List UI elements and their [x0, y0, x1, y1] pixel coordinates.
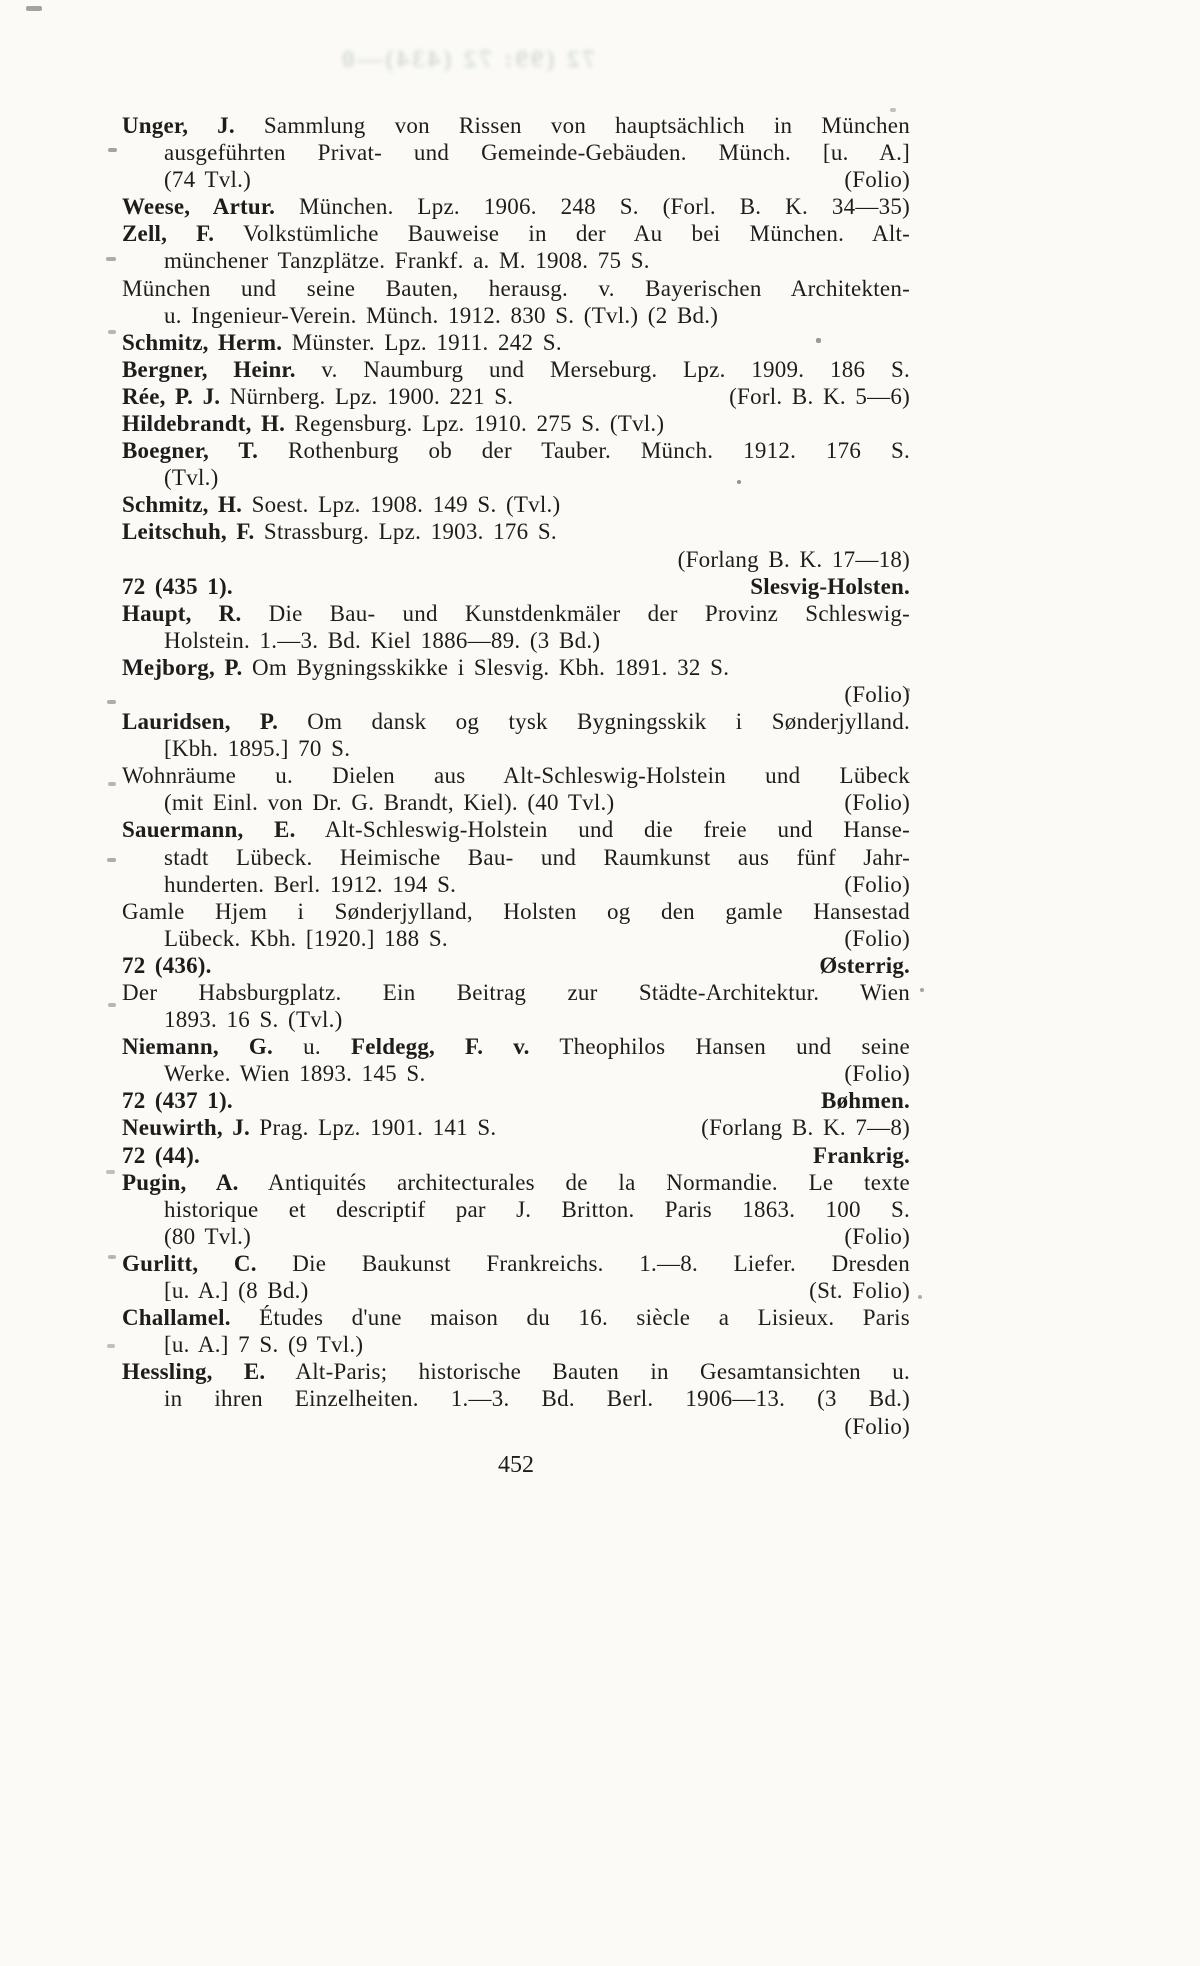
text-run: (Folio)	[844, 1223, 910, 1249]
entry-line	[122, 302, 910, 329]
text-run: Sammlung von Rissen von hauptsächlich in München	[234, 113, 910, 138]
entry-line	[122, 166, 910, 193]
scan-speck	[108, 1255, 116, 1259]
entry-line	[122, 491, 910, 518]
line-right	[809, 1277, 910, 1304]
scan-speck	[107, 700, 116, 704]
entry-line	[122, 410, 910, 437]
entry-line	[122, 789, 910, 816]
text-run: (74 Tvl.)	[164, 167, 252, 193]
text-run: München. Lpz. 1906. 248 S. (Forl. B. K. 34—35)	[275, 194, 910, 220]
bold-text: 72 (44).	[122, 1142, 200, 1168]
text-run: München und seine Bauten, herausg. v. Bayerischen Architekten-	[122, 275, 910, 301]
text-run: Wohnräume u. Dielen aus Alt-Schleswig-Holstein und Lübeck	[122, 763, 910, 789]
text-run: Volkstümliche Bauweise in der Au bei München. Alt-	[214, 221, 910, 247]
bold-text: Haupt, R.	[122, 600, 242, 626]
text-run: Münster. Lpz. 1911. 242 S.	[282, 329, 562, 355]
bold-text: Leitschuh, F.	[122, 519, 255, 545]
text-run: Werke. Wien 1893. 145 S.	[164, 1061, 426, 1087]
line-left	[164, 871, 456, 898]
entry-line	[122, 600, 910, 627]
text-run: stadt Lübeck. Heimische Bau- und Raumkunst aus fünf Jahr-	[164, 844, 910, 870]
text-run: (Folio)	[844, 681, 910, 707]
line-right	[844, 1413, 910, 1440]
line-right	[844, 681, 910, 708]
scan-speck	[107, 1344, 115, 1348]
text-block	[122, 112, 910, 1440]
line-right	[750, 573, 910, 600]
entry-line	[122, 681, 910, 708]
entry-line	[122, 329, 910, 356]
entry-line	[122, 437, 910, 464]
bold-text: Feldegg, F. v.	[350, 1034, 530, 1060]
text-run: Nürnberg. Lpz. 1900. 221 S.	[220, 383, 514, 409]
text-run: Gamle Hjem i Sønderjylland, Holsten og den gamle Hansestad	[122, 898, 910, 924]
entry-line	[122, 220, 910, 247]
line-left	[164, 789, 614, 816]
bold-text: Neuwirth, J.	[122, 1115, 250, 1141]
bold-text: Rée, P. J.	[122, 383, 221, 409]
entry-line	[122, 464, 910, 491]
text-run: (Folio)	[844, 167, 910, 193]
bold-text: Mejborg, P.	[122, 654, 243, 680]
entry-line	[122, 112, 910, 139]
text-run: (Folio)	[844, 790, 910, 816]
text-run: Antiquités architecturales de la Normandie. Le texte	[238, 1169, 910, 1195]
entry-line	[122, 1006, 910, 1033]
text-run: Om Bygningsskikke i Slesvig. Kbh. 1891. 32 S.	[242, 654, 730, 680]
text-run: in ihren Einzelheiten. 1.—3. Bd. Berl. 1906—13. (3 Bd.)	[164, 1386, 910, 1412]
line-right	[844, 789, 910, 816]
text-run: (Folio)	[844, 925, 910, 951]
scan-speck	[737, 480, 741, 484]
entry-line	[122, 1196, 910, 1223]
section-heading	[122, 952, 910, 979]
bold-text: 72 (436).	[122, 952, 212, 978]
entry-line	[122, 844, 910, 871]
bold-text: Unger, J.	[122, 113, 235, 138]
line-left	[122, 1142, 200, 1169]
text-run: Études d'une maison du 16. siècle a Lisieux. Paris	[230, 1305, 910, 1331]
entry-line	[122, 1060, 910, 1087]
text-run: (Forlang B. K. 7—8)	[701, 1115, 910, 1141]
bold-text: Gurlitt, C.	[122, 1250, 257, 1276]
page-number: 452	[498, 1452, 534, 1478]
entry-line	[122, 546, 910, 573]
bold-text: Østerrig.	[819, 952, 910, 978]
bold-text: 72 (437 1).	[122, 1088, 233, 1114]
text-run: Prag. Lpz. 1901. 141 S.	[249, 1115, 497, 1141]
entry-line	[122, 654, 910, 681]
line-right	[844, 1223, 910, 1250]
entry-line	[122, 1250, 910, 1277]
line-left	[122, 383, 513, 410]
bold-text: 72 (435 1).	[122, 573, 233, 599]
text-run: münchener Tanzplätze. Frankf. a. M. 1908. 75 S.	[164, 248, 650, 274]
text-run: Holstein. 1.—3. Bd. Kiel 1886—89. (3 Bd.)	[164, 627, 601, 653]
scan-speck	[106, 257, 116, 261]
text-run: 1893. 16 S. (Tvl.)	[164, 1007, 343, 1033]
bold-text: Zell, F.	[122, 221, 215, 247]
text-run: [u. A.] (8 Bd.)	[164, 1278, 309, 1304]
text-run: Om dansk og tysk Bygningsskik i Sønderjylland.	[278, 709, 910, 735]
entry-line	[122, 275, 910, 302]
text-run: (Forl. B. K. 5—6)	[729, 383, 910, 409]
bold-text: Schmitz, H.	[122, 492, 243, 518]
scan-speck	[918, 1295, 922, 1299]
text-run: Der Habsburgplatz. Ein Beitrag zur Städte-Architektur. Wien	[122, 980, 910, 1005]
text-run: Theophilos Hansen und seine	[529, 1034, 910, 1060]
entry-line	[122, 762, 910, 789]
bold-text: Weese, Artur.	[122, 194, 276, 220]
line-right	[729, 383, 910, 410]
text-run: (Folio)	[844, 871, 910, 897]
entry-line	[122, 1358, 910, 1385]
section-heading	[122, 1142, 910, 1169]
text-run: u.	[272, 1034, 351, 1060]
line-right	[821, 1087, 910, 1114]
text-run: Regensburg. Lpz. 1910. 275 S. (Tvl.)	[285, 411, 665, 437]
entry-line	[122, 1223, 910, 1250]
line-right	[844, 871, 910, 898]
bold-text: Frankrig.	[813, 1142, 910, 1168]
line-left	[164, 1223, 251, 1250]
bleed-through-text: 72 (99: 72 (434)—0	[338, 46, 595, 73]
scan-speck	[108, 782, 116, 786]
line-left	[122, 1087, 233, 1114]
bold-text: Pugin, A.	[122, 1169, 239, 1195]
entry-line	[122, 1033, 910, 1060]
entry-line	[122, 1304, 910, 1331]
section-heading	[122, 573, 910, 600]
entry-line	[122, 979, 910, 1006]
bold-text: Hessling, E.	[122, 1359, 266, 1385]
text-run: Strassburg. Lpz. 1903. 176 S.	[254, 519, 557, 545]
scan-speck	[106, 1170, 115, 1174]
text-run: ausgeführten Privat- und Gemeinde-Gebäuden. Münch. [u. A.]	[164, 140, 910, 166]
scan-speck	[107, 858, 116, 862]
entry-line	[122, 518, 910, 545]
text-run: Lübeck. Kbh. [1920.] 188 S.	[164, 925, 448, 951]
entry-line	[122, 139, 910, 166]
entry-line	[122, 1413, 910, 1440]
entry-line	[122, 383, 910, 410]
text-run: historique et descriptif par J. Britton. Paris 1863. 100 S.	[164, 1196, 910, 1222]
entry-line	[122, 1331, 910, 1358]
bold-text: Schmitz, Herm.	[122, 329, 283, 355]
entry-line	[122, 356, 910, 383]
bold-text: Slesvig-Holsten.	[750, 573, 910, 599]
line-left	[164, 925, 448, 952]
entry-line	[122, 627, 910, 654]
text-run: Alt-Schleswig-Holstein und die freie und Hanse-	[295, 817, 910, 843]
text-run: v. Naumburg und Merseburg. Lpz. 1909. 186 S.	[295, 356, 910, 382]
entry-line	[122, 871, 910, 898]
bold-text: Challamel.	[122, 1305, 231, 1331]
line-left	[122, 952, 212, 979]
line-right	[844, 1060, 910, 1087]
bold-text: Bergner, Heinr.	[122, 356, 296, 382]
text-run: (Tvl.)	[164, 465, 219, 491]
bold-text: Bøhmen.	[821, 1088, 910, 1114]
text-run: Rothenburg ob der Tauber. Münch. 1912. 176 S.	[258, 438, 910, 464]
bold-text: Hildebrandt, H.	[122, 411, 286, 437]
text-run: (Forlang B. K. 17—18)	[677, 546, 910, 572]
bold-text: Lauridsen, P.	[122, 709, 279, 735]
bold-text: Niemann, G.	[122, 1034, 273, 1060]
scan-speck	[816, 338, 821, 343]
scan-speck	[108, 1003, 116, 1007]
entry-line	[122, 1277, 910, 1304]
text-run: hunderten. Berl. 1912. 194 S.	[164, 871, 457, 897]
bold-text: Sauermann, E.	[122, 817, 296, 843]
line-right	[701, 1114, 910, 1141]
scan-speck	[890, 108, 896, 112]
text-run: Die Baukunst Frankreichs. 1.—8. Liefer. Dresden	[256, 1250, 910, 1276]
bold-text: Boegner, T.	[122, 438, 259, 464]
text-run: (Folio)	[844, 1413, 910, 1439]
line-left	[164, 1060, 425, 1087]
text-run: (St. Folio)	[809, 1278, 910, 1304]
section-heading	[122, 1087, 910, 1114]
entry-line	[122, 735, 910, 762]
entry-line	[122, 1169, 910, 1196]
line-right	[844, 925, 910, 952]
entry-line	[122, 247, 910, 274]
scan-speck	[108, 330, 116, 334]
entry-line	[122, 925, 910, 952]
scan-speck	[108, 148, 117, 152]
line-left	[164, 166, 251, 193]
line-left	[122, 573, 233, 600]
entry-line	[122, 708, 910, 735]
line-left	[122, 1114, 496, 1141]
scan-speck	[906, 688, 910, 692]
text-run: Soest. Lpz. 1908. 149 S. (Tvl.)	[242, 492, 561, 518]
entry-line	[122, 193, 910, 220]
text-run: [u. A.] 7 S. (9 Tvl.)	[164, 1332, 364, 1358]
line-right	[819, 952, 910, 979]
text-run: Die Bau- und Kunstdenkmäler der Provinz Schleswig-	[241, 600, 910, 626]
entry-line	[122, 1385, 910, 1412]
text-run: u. Ingenieur-Verein. Münch. 1912. 830 S. (Tvl.) (2 Bd.)	[164, 302, 719, 328]
line-right	[813, 1142, 910, 1169]
text-run: Alt-Paris; historische Bauten in Gesamtansichten u.	[265, 1359, 910, 1385]
text-run: (mit Einl. von Dr. G. Brandt, Kiel). (40 Tvl.)	[164, 790, 615, 816]
entry-line	[122, 1114, 910, 1141]
scan-speck	[920, 988, 924, 992]
line-right	[844, 166, 910, 193]
text-run: (Folio)	[844, 1061, 910, 1087]
line-left	[164, 1277, 309, 1304]
entry-line	[122, 898, 910, 925]
scan-speck	[26, 6, 42, 11]
text-run: (80 Tvl.)	[164, 1223, 252, 1249]
entry-line	[122, 816, 910, 843]
text-run: [Kbh. 1895.] 70 S.	[164, 736, 351, 762]
line-right	[678, 546, 910, 573]
